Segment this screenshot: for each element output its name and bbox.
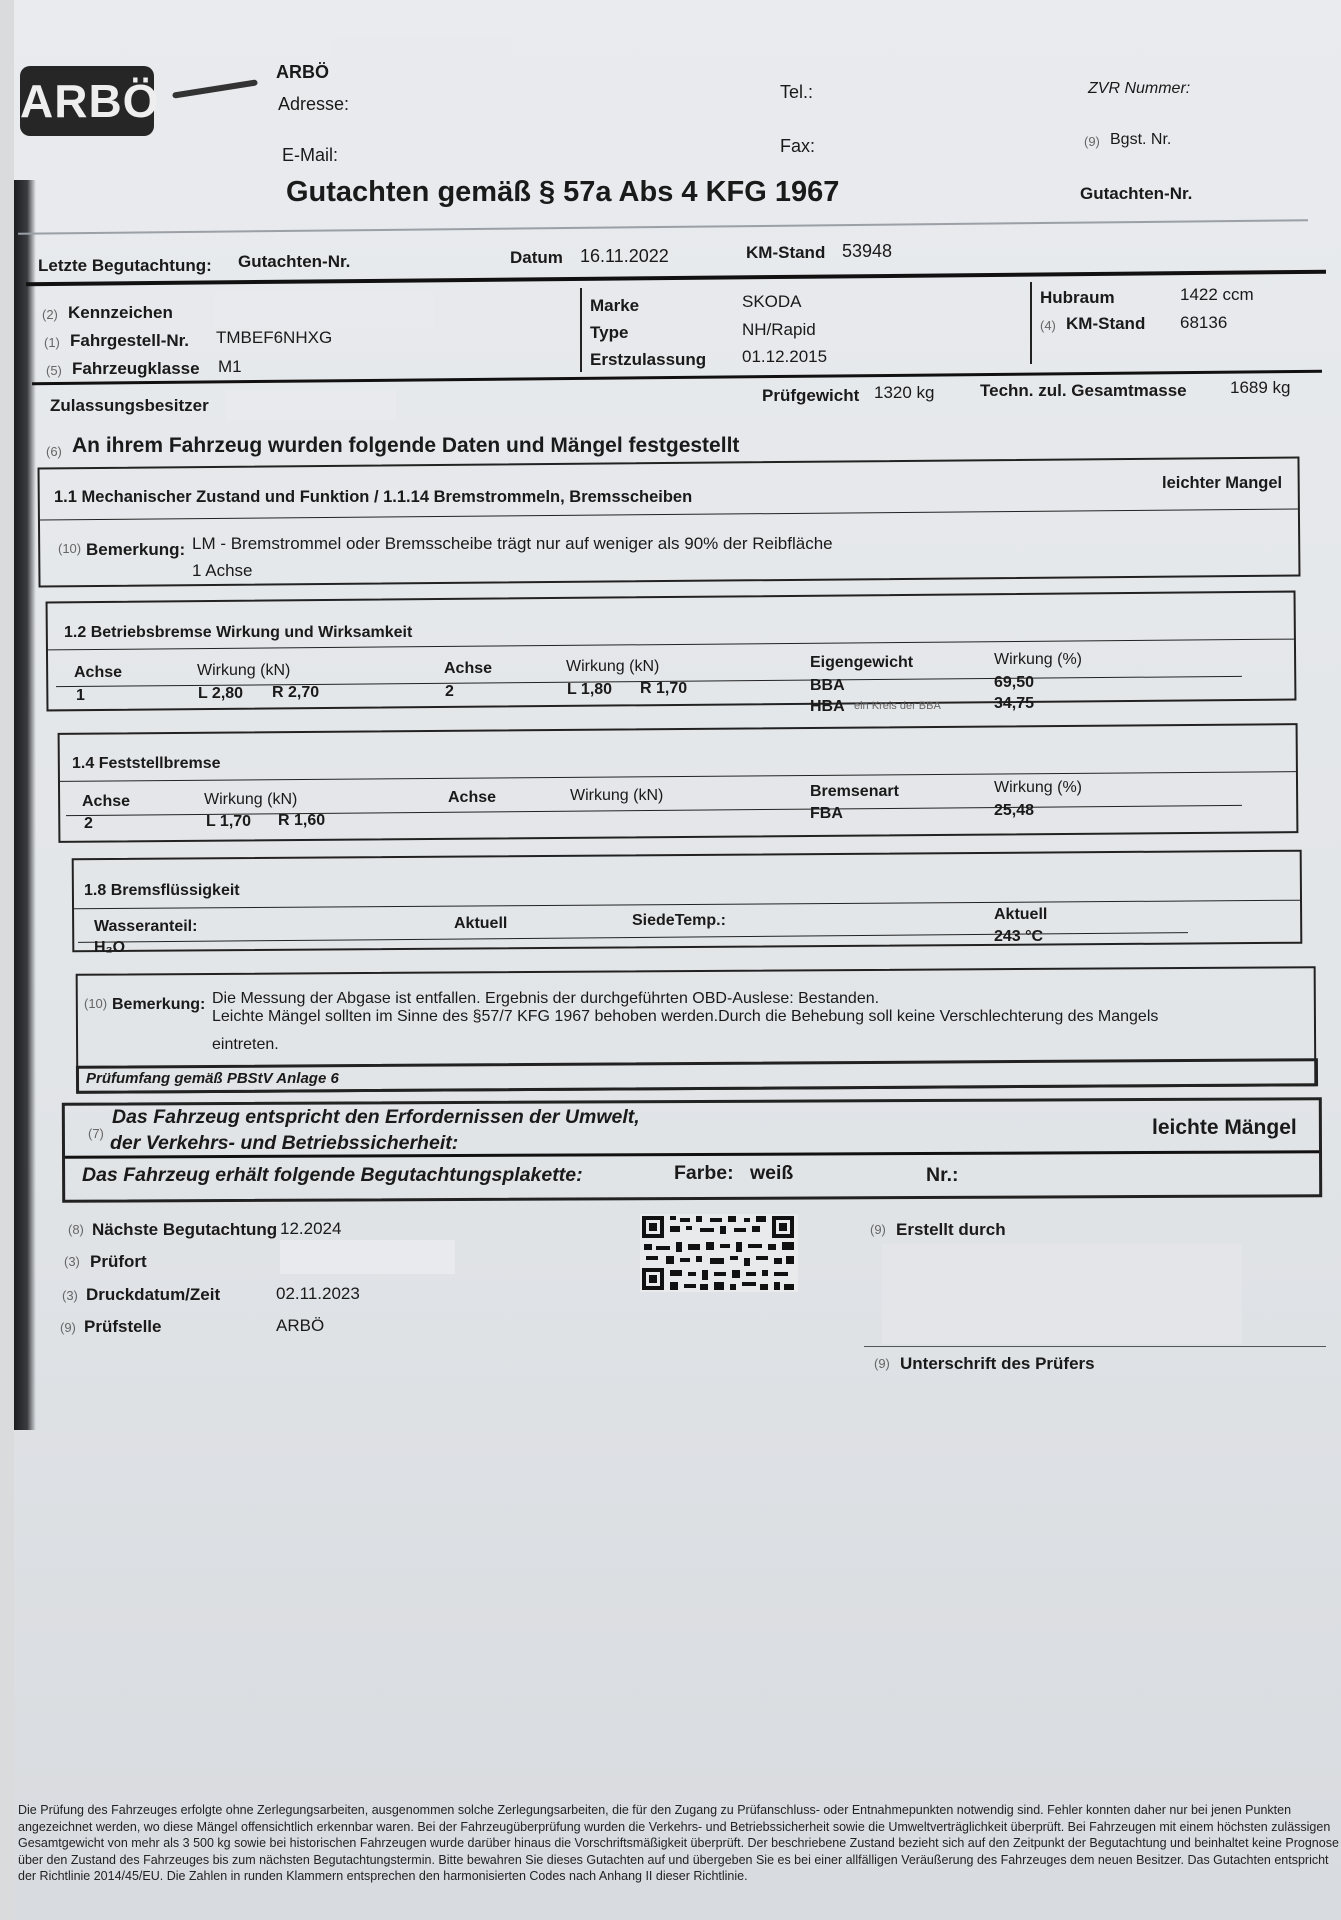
sticker-label: Das Fahrzeug erhält folgende Begutachtungsplakette: — [82, 1164, 583, 1186]
pb-h-bremsenart: Bremsenart — [810, 783, 899, 800]
defect-remark-line1: LM - Bremstrommel oder Bremsscheibe trägt nur auf weniger als 90% der Reibfläche — [192, 534, 833, 553]
redacted-pruefort — [280, 1240, 455, 1274]
sb-h-eigengewicht: Eigengewicht — [810, 654, 914, 671]
klasse-code: (5) — [46, 363, 62, 378]
marke-value: SKODA — [742, 292, 802, 311]
zvr-label: ZVR Nummer: — [1088, 80, 1191, 97]
besitzer-label: Zulassungsbesitzer — [50, 396, 209, 415]
remark2-line1: Die Messung der Abgase ist entfallen. Ergebnis der durchgeführten OBD-Auslese: Bestanden. — [212, 990, 880, 1007]
sb-bba-value: 69,50 — [994, 674, 1035, 691]
scope-text: Prüfumfang gemäß PBStV Anlage 6 — [86, 1070, 339, 1087]
logo-stroke — [172, 79, 258, 98]
bf-wasser-label: Wasseranteil: — [94, 918, 198, 935]
address-label: Adresse: — [278, 94, 350, 114]
stelle-label: Prüfstelle — [84, 1317, 162, 1336]
km-label: KM-Stand — [1066, 314, 1146, 333]
sb-bba-label: BBA — [810, 677, 845, 694]
sig-code: (9) — [874, 1356, 890, 1371]
arboe-logo: ARBÖ — [20, 66, 154, 136]
vehicle-divider-1 — [580, 288, 582, 372]
next-value: 12.2024 — [280, 1219, 342, 1238]
redacted-zvr — [1194, 76, 1339, 156]
document-title: Gutachten gemäß § 57a Abs 4 KFG 1967 — [286, 176, 840, 208]
bf-siede-value: 243 °C — [994, 928, 1044, 945]
stelle-value: ARBÖ — [276, 1316, 325, 1335]
sb-h-achse2: Achse — [444, 660, 493, 677]
fahrgestell-value: TMBEF6NHXG — [216, 328, 333, 347]
druck-code: (3) — [62, 1288, 78, 1303]
km-value: 68136 — [1180, 313, 1228, 332]
sb-h-achse: Achse — [74, 664, 123, 681]
klasse-label: Fahrzeugklasse — [72, 359, 200, 378]
last-gutachten-nr-label: Gutachten-Nr. — [238, 252, 351, 271]
druck-label: Druckdatum/Zeit — [86, 1285, 221, 1304]
result-line1: Das Fahrzeug entspricht den Erfordernissen der Umwelt, — [112, 1106, 640, 1128]
defect-item-title: 1.1 Mechanischer Zustand und Funktion / 1.1.14 Bremstrommeln, Bremsscheiben — [54, 488, 693, 506]
document-page — [14, 0, 1341, 1920]
fax-label: Fax: — [780, 136, 816, 156]
last-datum-value: 16.11.2022 — [580, 246, 669, 266]
bf-h2o: H₂O — [94, 939, 126, 956]
next-label: Nächste Begutachtung — [92, 1220, 278, 1239]
result-code: (7) — [88, 1126, 104, 1141]
result-line2: der Verkehrs- und Betriebssicherheit: — [110, 1132, 459, 1154]
pruefgewicht-value: 1320 kg — [874, 383, 935, 402]
farbe-label: Farbe: — [674, 1162, 734, 1184]
defect-box-divider — [40, 509, 1298, 521]
pruefort-label: Prüfort — [90, 1252, 147, 1271]
sb-a1-right: R 2,70 — [272, 684, 320, 701]
sig-label: Unterschrift des Prüfers — [900, 1354, 1095, 1373]
signature-area — [882, 1244, 1242, 1344]
pb-h-achse2: Achse — [448, 789, 497, 806]
fahrgestell-code: (1) — [44, 335, 60, 350]
defects-code: (6) — [46, 444, 62, 459]
email-label: E-Mail: — [282, 145, 339, 165]
hubraum-label: Hubraum — [1040, 288, 1115, 307]
bgst-label: Bgst. Nr. — [1110, 131, 1172, 148]
defects-heading: An ihrem Fahrzeug wurden folgende Daten und Mängel festgestellt — [72, 434, 740, 457]
pruefgewicht-label: Prüfgewicht — [762, 386, 860, 405]
type-value: NH/Rapid — [742, 320, 816, 339]
sb-hba-note: ein Kreis der BBA — [854, 700, 941, 712]
result-verdict: leichte Mängel — [1152, 1116, 1297, 1139]
gutachten-nr-label: Gutachten-Nr. — [1080, 184, 1193, 203]
remark2-label: Bemerkung: — [112, 996, 206, 1013]
redacted-org — [332, 38, 512, 88]
remark2-line3: eintreten. — [212, 1036, 279, 1053]
bf-aktuell-label: Aktuell — [454, 915, 508, 932]
nr-label: Nr.: — [926, 1164, 959, 1186]
druck-value: 02.11.2023 — [276, 1284, 360, 1303]
defect-remark-line2: 1 Achse — [192, 561, 253, 580]
tel-label: Tel.: — [780, 82, 814, 102]
last-km-value: 53948 — [842, 241, 893, 261]
parking-brake-title: 1.4 Feststellbremse — [72, 755, 221, 772]
sb-achse1: 1 — [76, 687, 85, 704]
pb-h-wirkung-pct: Wirkung (%) — [994, 779, 1083, 796]
last-km-label: KM-Stand — [746, 243, 826, 262]
pruefort-code: (3) — [64, 1254, 80, 1269]
page-edge-shadow — [14, 180, 36, 1430]
sb-a2-right: R 1,70 — [640, 680, 688, 697]
sb-h-wirkung: Wirkung (kN) — [197, 662, 291, 679]
header-rule — [18, 219, 1308, 235]
sb-a2-left: L 1,80 — [567, 681, 613, 698]
erstellt-code: (9) — [870, 1222, 886, 1237]
defect-remark-label: Bemerkung: — [86, 540, 186, 559]
remark2-line2: Leichte Mängel sollten im Sinne des §57/7 KFG 1967 behoben werden.Durch die Behebung soll keine Verschlechterung des Mangels — [212, 1008, 1159, 1025]
kennzeichen-code: (2) — [42, 307, 58, 322]
sb-hba-value: 34,75 — [994, 695, 1035, 712]
farbe-value: weiß — [750, 1162, 794, 1184]
fahrgestell-label: Fahrgestell-Nr. — [70, 331, 190, 350]
next-code: (8) — [68, 1222, 84, 1237]
last-inspection-rule — [26, 270, 1326, 286]
pb-left: L 1,70 — [206, 813, 252, 830]
erstzulassung-value: 01.12.2015 — [742, 347, 828, 366]
gesamtmasse-label: Techn. zul. Gesamtmasse — [980, 381, 1187, 400]
legal-footer: Die Prüfung des Fahrzeuges erfolgte ohne Zerlegungsarbeiten, ausgenommen solche Zerlegungsarbeiten, die für den Zugang zu Prüfanschluss- oder Entnahmepunkten notwendig sind. Fehler konnten daher nur bei jenen Punkten angezeichnet werden, wo diese Mängel offensichtlich erkennbar waren. Bei der Fahrzeugüberprüfung wurden die Verkehrs- und Betriebssicherheit sowie die Umweltverträglichkeit überprüft. Bei Fahrzeugen mit einem höchsten zulässigen Gesamtgewicht von mehr als 3 500 kg sowie bei historischen Fahrzeugen wurde darüber hinaus die Vorschriftsmäßigkeit überprüft. Der beschriebene Zustand bezieht sich auf den Zeitpunkt der Begutachtung und beinhaltet keine Prognose über den Zustand des Fahrzeuges bis zum nächsten Begutachtungstermin. Bitte bewahren Sie dieses Gutachten auf und übergeben Sie es bei einer allfälligen Veräußerung des Fahrzeuges dem neuen Besitzer. Das Gutachten entspricht der Richtlinie 2014/45/EU. Die Zahlen in runden Klammern entsprechen den harmonisierten Codes nach Anhang II dieser Richtlinie. — [18, 1803, 1339, 1883]
hubraum-value: 1422 ccm — [1180, 285, 1254, 304]
last-inspection-label: Letzte Begutachtung: — [38, 256, 212, 275]
remark2-code: (10) — [84, 996, 108, 1011]
vehicle-divider-2 — [1030, 282, 1032, 364]
bgst-code: (9) — [1084, 134, 1100, 149]
pb-fba-value: 25,48 — [994, 802, 1035, 819]
marke-label: Marke — [590, 296, 640, 315]
service-brake-title: 1.2 Betriebsbremse Wirkung und Wirksamkeit — [64, 624, 413, 641]
pb-h-achse: Achse — [82, 793, 131, 810]
kennzeichen-label: Kennzeichen — [68, 303, 173, 322]
parking-brake-divider — [60, 771, 1296, 782]
sb-a1-left: L 2,80 — [198, 685, 244, 702]
defect-severity: leichter Mangel — [1162, 474, 1283, 492]
signature-line — [864, 1346, 1326, 1347]
org-name: ARBÖ — [276, 62, 329, 82]
pb-right: R 1,60 — [278, 812, 326, 829]
gesamtmasse-value: 1689 kg — [1230, 378, 1291, 397]
sb-hba-label: HBA — [810, 698, 845, 715]
defect-remark-code: (10) — [58, 541, 82, 556]
km-code: (4) — [1040, 318, 1056, 333]
pb-fba-label: FBA — [810, 805, 843, 822]
stelle-code: (9) — [60, 1320, 76, 1335]
last-datum-label: Datum — [510, 248, 563, 267]
pb-h-wirkung: Wirkung (kN) — [204, 791, 298, 808]
sb-h-wirkung2: Wirkung (kN) — [566, 658, 660, 675]
qr-code-icon — [640, 1214, 798, 1292]
bf-siede-label: SiedeTemp.: — [632, 912, 726, 929]
pb-h-wirkung2: Wirkung (kN) — [570, 787, 664, 804]
brake-fluid-title: 1.8 Bremsflüssigkeit — [84, 882, 240, 899]
pb-achse: 2 — [84, 815, 93, 832]
klasse-value: M1 — [218, 357, 242, 376]
type-label: Type — [590, 323, 629, 342]
redacted-kennzeichen — [214, 292, 434, 328]
bf-aktuell2-label: Aktuell — [994, 906, 1048, 923]
sb-achse2: 2 — [445, 683, 454, 700]
redacted-besitzer — [226, 390, 396, 420]
sb-h-wirkung-pct: Wirkung (%) — [994, 651, 1083, 668]
erstzulassung-label: Erstzulassung — [590, 350, 707, 369]
brake-fluid-divider — [74, 900, 1300, 910]
erstellt-label: Erstellt durch — [896, 1220, 1006, 1239]
